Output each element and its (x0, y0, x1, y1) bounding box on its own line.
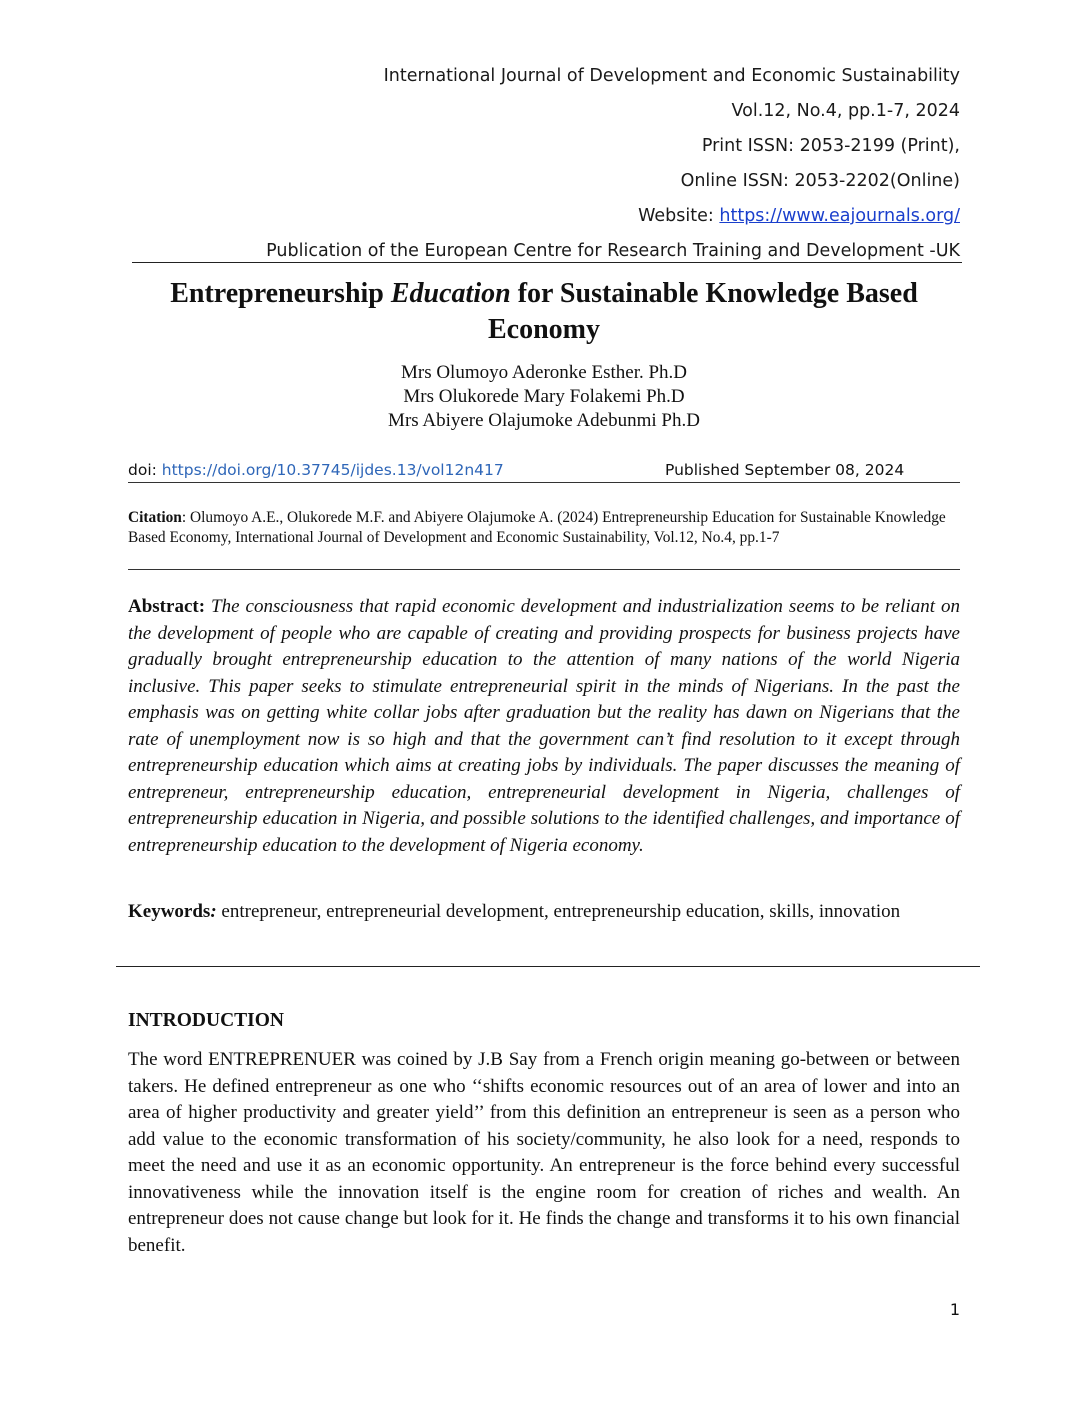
author-2: Mrs Olukorede Mary Folakemi Ph.D (403, 386, 685, 407)
publisher-line: Publication of the European Centre for Research Training and Development -UK (266, 241, 960, 261)
citation-text: : Olumoyo A.E., Olukorede M.F. and Abiyere Olajumoke A. (2024) Entrepreneurship Education for Sustainable Knowledge Based Economy, International Journal of Development and Economic Sustainability, Vol.12, No.4, pp.1-7 (128, 509, 946, 546)
abstract (128, 594, 960, 859)
keywords (128, 899, 960, 926)
doi-link[interactable]: https://doi.org/10.37745/ijdes.13/vol12n417 (161, 461, 504, 479)
print-issn: Print ISSN: 2053-2199 (Print), (701, 136, 960, 156)
abstract-text: The consciousness that rapid economic development and industrialization seems to be reliant on the development of people who are capable of creating and providing prospects for business projects have gradually brought entrepreneurship education to the attention of many nations of the world Nigeria inclusive. This paper seeks to stimulate entrepreneurial spirit in the minds of Nigerians. In the past the emphasis was on getting white collar jobs after graduation but the reality has dawn on Nigerians that the rate of unemployment now is so high and that the government can’t find resolution to it except through entrepreneurship education which aims at creating jobs by individuals. The paper discusses the meaning of entrepreneur, entrepreneurship education, entrepreneurial development in Nigeria, challenges of entrepreneurship education in Nigeria, and possible solutions to the identified challenges, and importance of entrepreneurship education to the development of Nigeria economy. (128, 596, 960, 856)
volume-info: Vol.12, No.4, pp.1-7, 2024 (731, 101, 960, 121)
page-number: 1 (949, 1300, 960, 1319)
citation-label: Citation (128, 509, 182, 526)
doi-row (128, 459, 958, 481)
doi-label: doi: (128, 461, 162, 479)
author-1: Mrs Olumoyo Aderonke Esther. Ph.D (400, 362, 688, 383)
title-italic-word: Education (390, 278, 511, 309)
website-label: Website: (638, 206, 720, 226)
introduction-paragraph: The word ENTREPRENUER was coined by J.B Say from a French origin meaning go-between or between takers. He defined entrepreneur as one who ‘‘shifts economic resources out of an area of lower and into an area of higher productivity and greater yield’’ from this definition an entrepreneur is seen as a person who add value to the economic transformation of his society/community, he also look for a need, responds to meet the need and use it as an economic opportunity. An entrepreneur is the force behind every successful innovativeness while the innovation itself is the engine room for creation of riches and wealth. An entrepreneur does not cause change but look for it. He finds the change and transforms it to his own financial benefit. (128, 1049, 960, 1256)
keywords-text: entrepreneur, entrepreneurial development, entrepreneurship education, skills, innovation (216, 901, 901, 922)
citation (128, 508, 960, 547)
website-line (638, 205, 960, 227)
keywords-label: Keywords (128, 901, 211, 922)
author-3: Mrs Abiyere Olajumoke Adebunmi Ph.D (388, 410, 700, 431)
header-divider (132, 262, 962, 263)
author-list (128, 361, 960, 433)
introduction-heading: INTRODUCTION (128, 1010, 285, 1031)
website-link[interactable]: https://www.eajournals.org/ (719, 206, 960, 226)
paper-title (128, 276, 960, 348)
section-divider (116, 966, 980, 967)
keywords-colon: : (210, 901, 217, 922)
doi-divider (128, 482, 960, 483)
online-issn: Online ISSN: 2053-2202(Online) (680, 171, 960, 191)
citation-divider (128, 569, 960, 570)
abstract-label: Abstract: (128, 596, 206, 617)
title-part-1: Entrepreneurship (170, 278, 391, 309)
published-date: Published September 08, 2024 (665, 461, 905, 479)
title-part-2: for Sustainable Knowledge Based Economy (488, 278, 918, 345)
journal-name: International Journal of Development and Economic Sustainability (383, 66, 960, 86)
